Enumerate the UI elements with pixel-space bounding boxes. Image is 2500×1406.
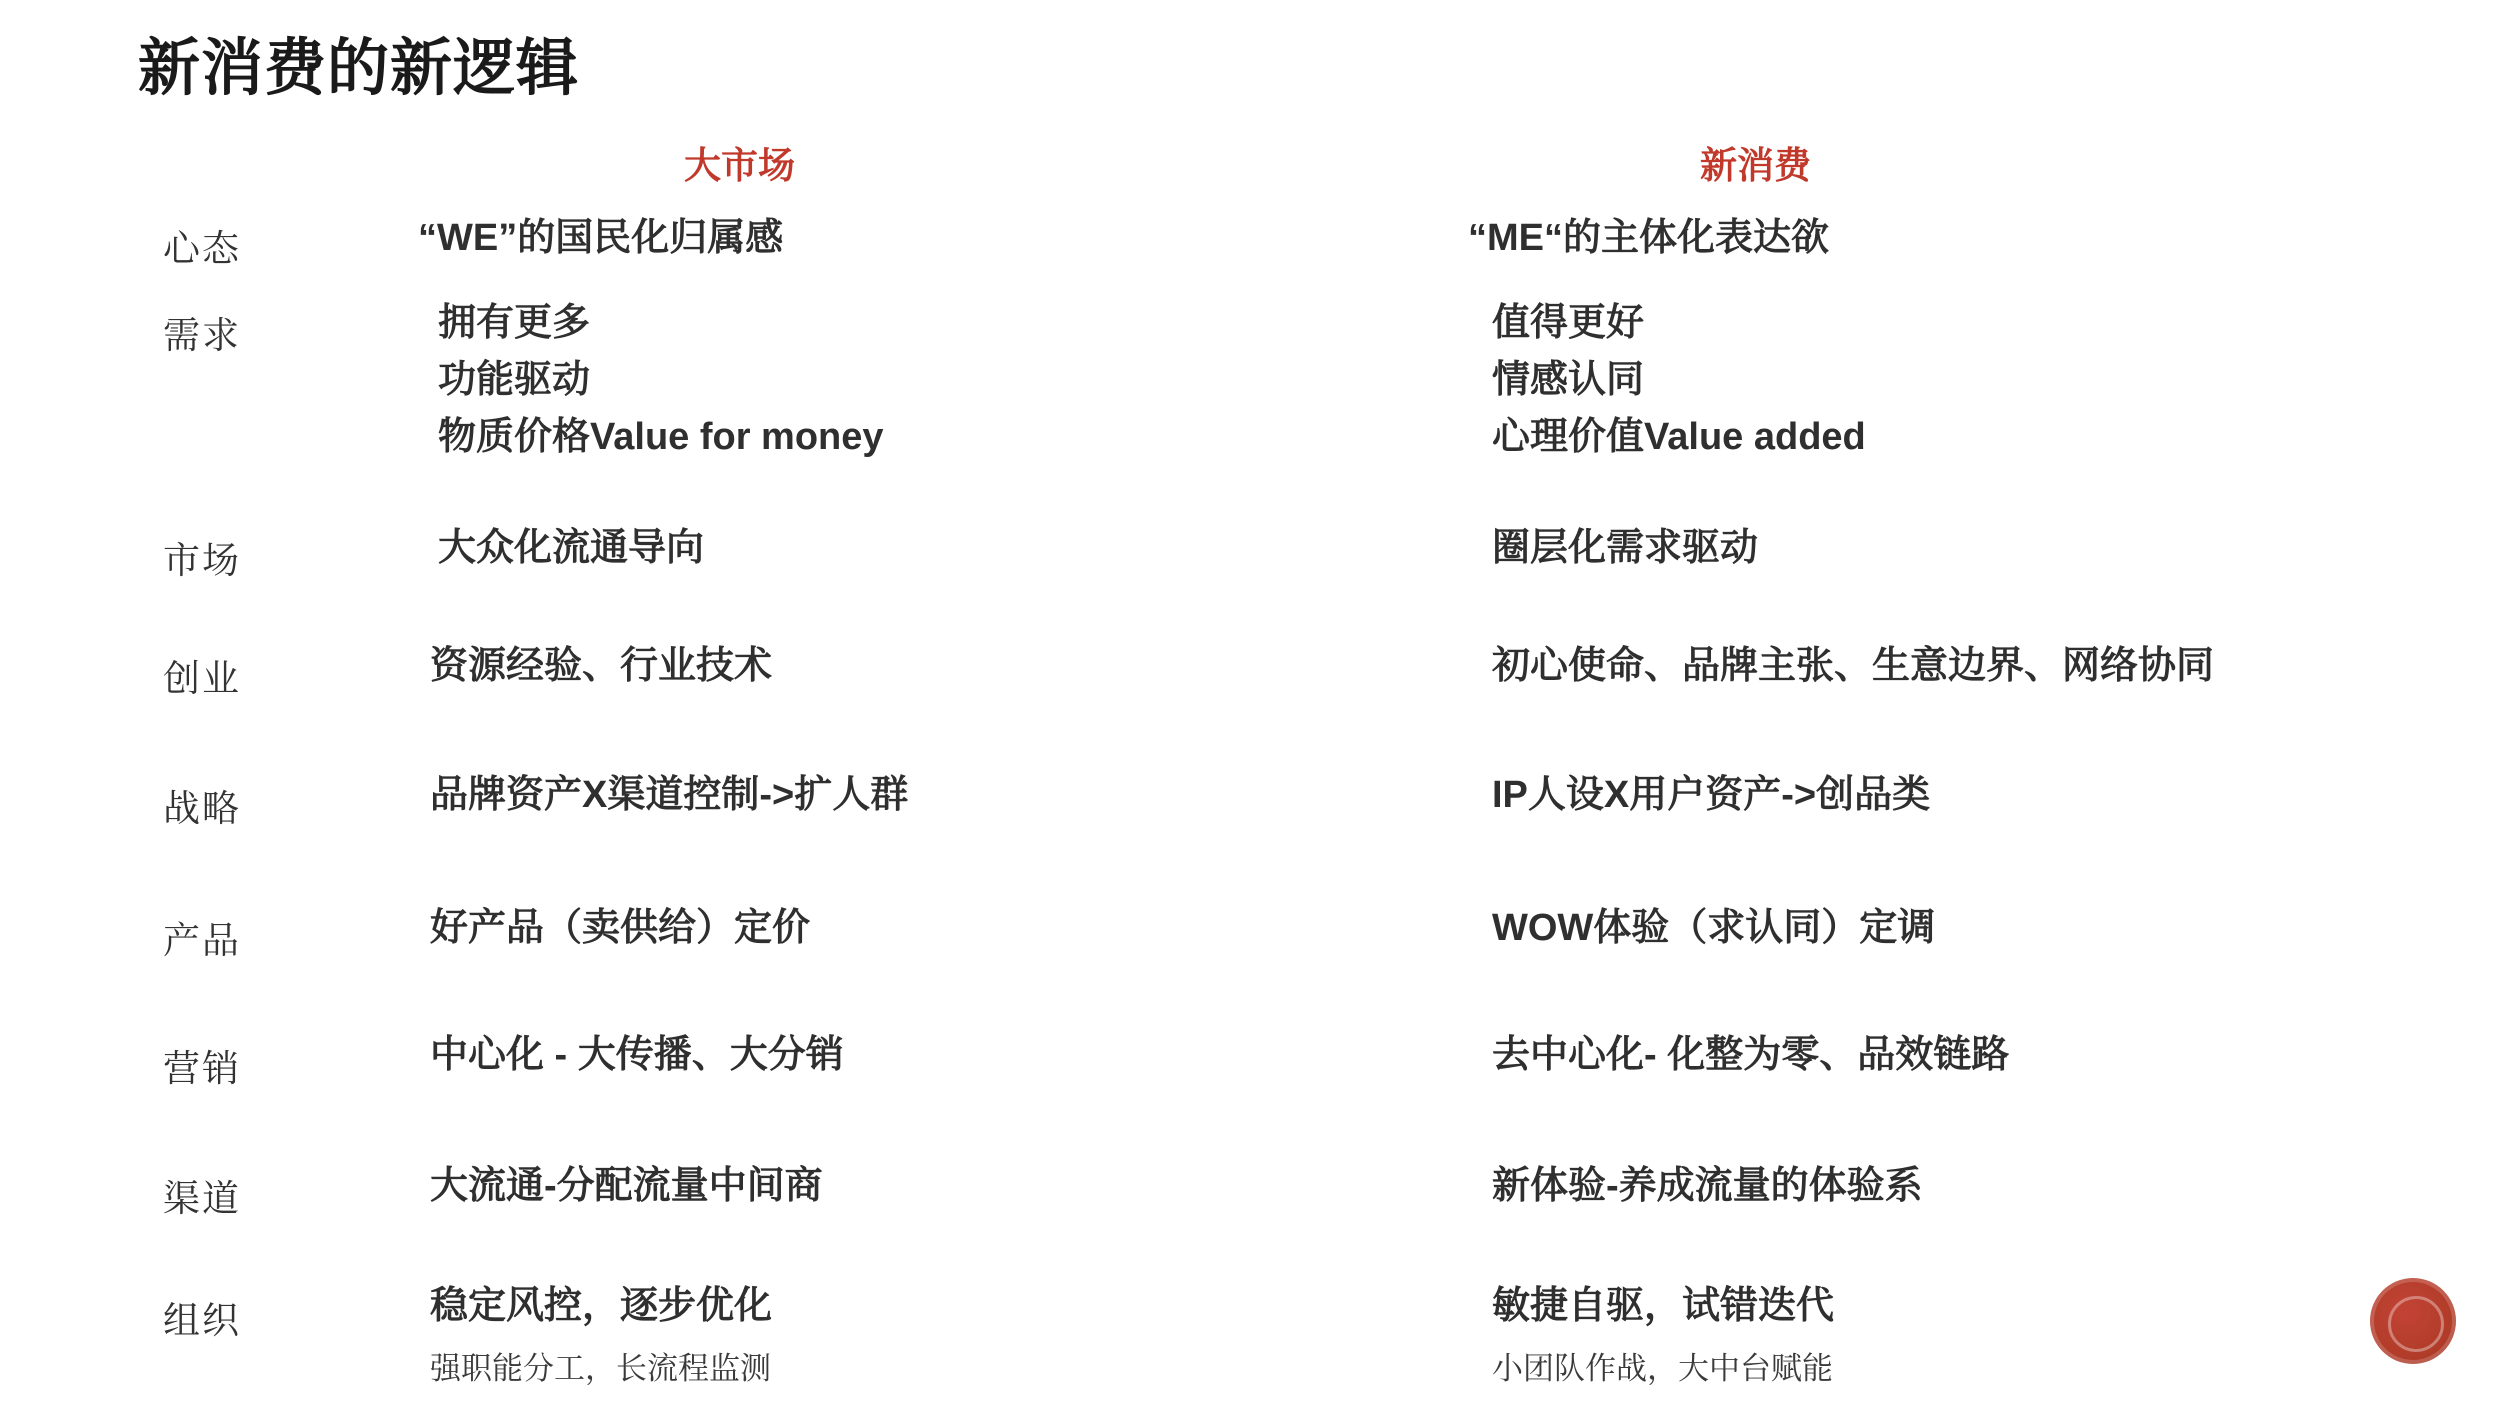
column-header-left: 大市场 — [684, 145, 795, 186]
cell-strategy-right: IP人设X用户资产->创品类 — [1492, 774, 1931, 816]
cell-mindset-left: “WE”的国民化归属感 — [418, 217, 784, 259]
cell-market-right: 圈层化需求驱动 — [1492, 527, 1759, 569]
cell-product-right: WOW体验（求认同）定调 — [1492, 907, 1936, 949]
row-label-market: 市场 — [163, 540, 241, 581]
cell-demand-left-line1: 拥有更多 — [438, 302, 591, 344]
cell-demand-right-line2: 情感认同 — [1492, 359, 1645, 401]
cell-organization-left: 稳定风控，逐步优化 — [430, 1285, 773, 1327]
page-title: 新消费的新逻辑 — [138, 34, 580, 103]
cell-organization-right: 敏捷自驱，试错迭代 — [1492, 1285, 1835, 1327]
row-label-entrepreneurship: 创业 — [163, 658, 241, 699]
cell-channel-right: 新体验-养成流量的体验系 — [1492, 1165, 1923, 1207]
cell-channel-left: 大流通-分配流量中间商 — [430, 1165, 823, 1207]
row-label-organization: 组织 — [163, 1300, 241, 1341]
row-label-mindset: 心态 — [163, 228, 241, 269]
red-seal-icon — [2370, 1278, 2456, 1364]
cell-demand-right-line3: 心理价值Value added — [1492, 416, 1866, 458]
cell-demand-left-line2: 功能驱动 — [438, 359, 591, 401]
cell-mindset-right: “ME“的主体化表达欲 — [1468, 217, 1830, 259]
cell-entrepreneurship-left: 资源经验、行业技术 — [430, 645, 773, 687]
cell-market-left: 大众化流通导向 — [438, 527, 705, 569]
cell-product-left: 好产品（卖供给）定价 — [430, 907, 811, 949]
cell-entrepreneurship-right: 初心使命、品牌主张、生意边界、网络协同 — [1492, 645, 2215, 687]
cell-marketing-right: 去中心化- 化整为零、品效链路 — [1492, 1034, 2010, 1076]
row-label-channel: 渠道 — [163, 1178, 241, 1219]
row-label-strategy: 战略 — [163, 788, 241, 829]
row-label-product: 产品 — [163, 920, 241, 961]
column-header-right: 新消费 — [1700, 145, 1811, 186]
cell-organization-left-sub: 强职能分工，长流程监测 — [430, 1351, 771, 1386]
cell-demand-left-line3: 物质价格Value for money — [438, 416, 884, 458]
row-label-demand: 需求 — [163, 315, 241, 356]
cell-organization-right-sub: 小团队作战，大中台赋能 — [1492, 1351, 1833, 1386]
cell-strategy-left: 品牌资产X渠道控制->扩人群 — [430, 774, 909, 816]
cell-demand-right-line1: 值得更好 — [1492, 302, 1645, 344]
cell-marketing-left: 中心化 - 大传播、大分销 — [430, 1034, 844, 1076]
row-label-marketing: 营销 — [163, 1048, 241, 1089]
